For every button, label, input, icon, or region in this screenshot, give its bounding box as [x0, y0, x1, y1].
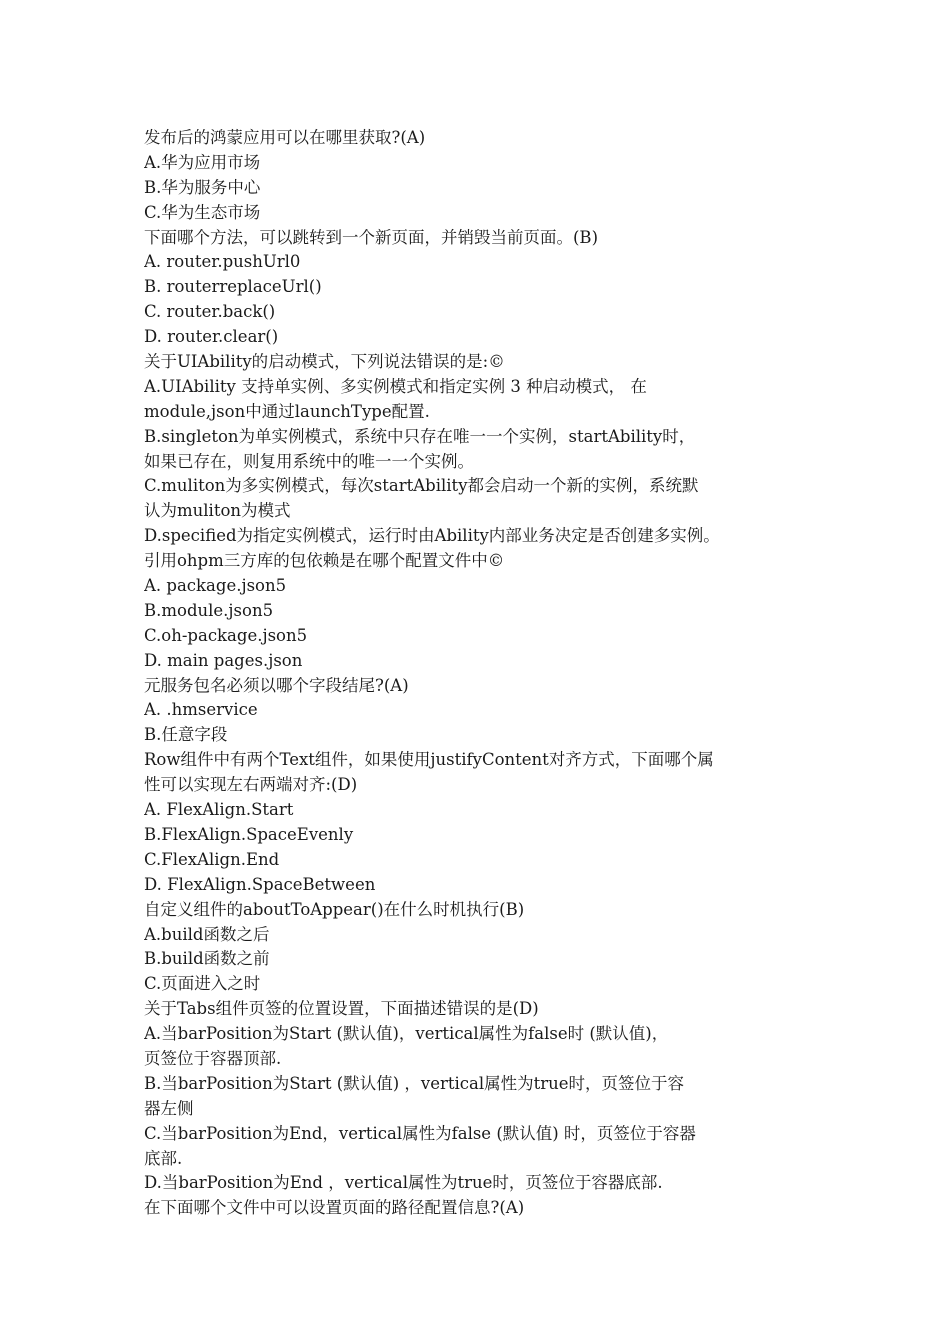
option-line: B.FlexAlign.SpaceEvenly: [144, 824, 354, 844]
option-line: A. FlexAlign.Start: [144, 800, 294, 820]
option-line: A.当barPosition为Start (默认值)，vertical属性为false时 (默认值)，: [144, 1024, 669, 1044]
question-line: Row组件中有两个Text组件，如果使用justifyContent对齐方式，下面哪个属: [144, 750, 714, 770]
option-line: A.UIAbility 支持单实例、多实例模式和指定实例 3 种启动模式， 在: [144, 376, 647, 396]
option-line: 认为muliton为模式: [144, 501, 291, 521]
question-line: 发布后的鸿蒙应用可以在哪里获取?(A): [144, 128, 426, 147]
option-line: 如果已存在，则复用系统中的唯一一个实例。: [144, 451, 474, 471]
option-line: C.当barPosition为End，vertical属性为false (默认值) 时，页签位于容器: [144, 1123, 696, 1143]
question-line: 在下面哪个文件中可以设置页面的路径配置信息?(A): [144, 1198, 525, 1218]
option-line: D. router.clear(): [144, 327, 279, 347]
option-line: B.任意字段: [144, 725, 228, 745]
question-line: 关于UIAbility的启动模式，下列说法错误的是:©: [144, 352, 505, 372]
option-line: B. routerreplaceUrl(): [144, 277, 322, 297]
option-line: C. router.back(): [144, 302, 276, 322]
option-line: D.specified为指定实例模式，运行时由Ability内部业务决定是否创建多实例。: [144, 526, 720, 546]
option-line: D. main pages.json: [144, 650, 303, 670]
option-line: C.oh-package.json5: [144, 625, 308, 645]
option-line: 器左侧: [144, 1098, 194, 1118]
option-line: C.页面进入之时: [144, 974, 261, 994]
option-line: A. package.json5: [144, 576, 287, 596]
option-line: A. router.pushUrl0: [144, 252, 301, 272]
question-line: 引用ohpm三方库的包依赖是在哪个配置文件中©: [144, 551, 505, 571]
question-line: 自定义组件的aboutToAppear()在什么时机执行(B): [144, 899, 525, 919]
option-line: C.华为生态市场: [144, 202, 261, 222]
option-line: D. FlexAlign.SpaceBetween: [144, 874, 376, 894]
option-line: module,json中通过launchType配置.: [144, 401, 430, 421]
document-body: [144, 126, 834, 1221]
option-line: C.muliton为多实例模式，每次startAbility都会启动一个新的实例，系统默: [144, 476, 699, 496]
option-line: B.build函数之前: [144, 949, 270, 969]
question-line: 元服务包名必须以哪个字段结尾?(A): [144, 675, 409, 695]
question-line: 性可以实现左右两端对齐:(D): [144, 775, 358, 795]
option-line: A.华为应用市场: [144, 152, 261, 172]
question-line: 下面哪个方法，可以跳转到一个新页面，并销毁当前页面。(B): [144, 227, 598, 247]
option-line: B.当barPosition为Start (默认值) ，vertical属性为true时，页签位于容: [144, 1073, 685, 1093]
option-line: 底部.: [144, 1148, 183, 1168]
question-line: 关于Tabs组件页签的位置设置，下面描述错误的是(D): [144, 999, 539, 1019]
option-line: A.build函数之后: [144, 924, 270, 944]
option-line: D.当barPosition为End ，vertical属性为true时，页签位于容器底部.: [144, 1173, 663, 1193]
option-line: B.module.json5: [144, 600, 274, 620]
option-line: A. .hmservice: [144, 700, 258, 720]
option-line: B.singleton为单实例模式，系统中只存在唯一一个实例，startAbility时，: [144, 426, 696, 446]
option-line: C.FlexAlign.End: [144, 849, 280, 869]
option-line: 页签位于容器顶部.: [144, 1048, 282, 1068]
option-line: B.华为服务中心: [144, 177, 261, 197]
